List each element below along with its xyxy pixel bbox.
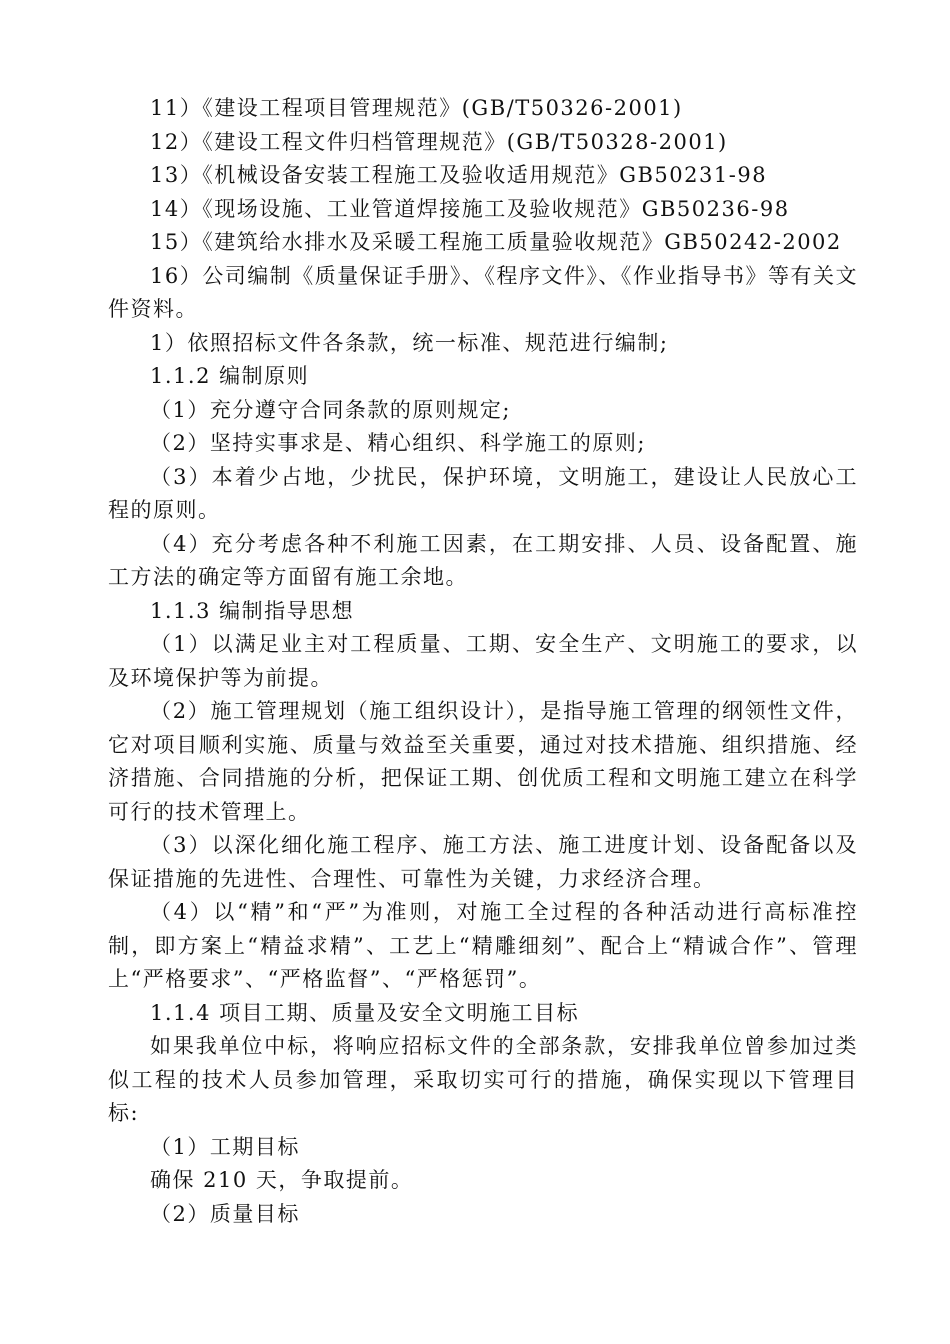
paragraph-targets-intro: 如果我单位中标，将响应招标文件的全部条款，安排我单位曾参加过类似工程的技术人员参加管理，采取切实可行的措施，确保实现以下管理目标:: [108, 1034, 858, 1125]
paragraph-guidance-3: （3）以深化细化施工程序、施工方法、施工进度计划、设备配备以及保证措施的先进性、合理性、可靠性为关键，力求经济合理。: [108, 833, 858, 891]
paragraph-guidance-4: （4）以“精”和“严”为准则，对施工全过程的各种活动进行高标准控制，即方案上“精益求精”、工艺上“精雕细刻”、配合上“精诚合作”、管理上“严格要求”、“严格监督”、“严格惩罚”。: [108, 900, 858, 991]
paragraph-schedule-target: 确保 210 天，争取提前。: [150, 1168, 414, 1192]
paragraph-standard-14: 14）《现场设施、工业管道焊接施工及验收规范》GB50236-98: [150, 196, 790, 221]
paragraph-principle-2: （2）坚持实事求是、精心组织、科学施工的原则;: [150, 431, 646, 455]
paragraph-schedule-target-heading: （1）工期目标: [150, 1134, 300, 1159]
paragraph-principle-1: （1）充分遵守合同条款的原则规定;: [150, 397, 511, 422]
paragraph-quality-target-heading: （2）质量目标: [150, 1201, 300, 1226]
paragraph-standard-11: 11）《建设工程项目管理规范》(GB/T50326-2001): [150, 96, 683, 120]
paragraph-guidance-1: （1）以满足业主对工程质量、工期、安全生产、文明施工的要求，以及环境保护等为前提。: [108, 632, 858, 690]
paragraph-standard-15: 15）《建筑给水排水及采暖工程施工质量验收规范》GB50242-2002: [150, 230, 842, 254]
paragraph-principle-3: （3）本着少占地，少扰民，保护环境，文明施工，建设让人民放心工程的原则。: [108, 464, 858, 522]
paragraph-company-documents: 16）公司编制《质量保证手册》、《程序文件》、《作业指导书》等有关文件资料。: [108, 263, 858, 321]
paragraph-principle-4: （4）充分考虑各种不利施工因素，在工期安排、人员、设备配置、施工方法的确定等方面留有施工余地。: [108, 531, 858, 589]
paragraph-basis: 1）依照招标文件各条款，统一标准、规范进行编制;: [150, 330, 669, 355]
paragraph-standard-13: 13）《机械设备安装工程施工及验收适用规范》GB50231-98: [150, 163, 768, 187]
paragraph-guidance-2: （2）施工管理规划（施工组织设计），是指导施工管理的纲领性文件，它对项目顺利实施、质量与效益至关重要，通过对技术措施、组织措施、经济措施、合同措施的分析，把保证工期、创优质工程和文明施工建立在科学可行的技术管理上。: [108, 699, 858, 824]
document-body: [108, 92, 858, 1231]
section-heading-1-1-4: 1.1.4 项目工期、质量及安全文明施工目标: [150, 1000, 580, 1025]
section-heading-1-1-3: 1.1.3 编制指导思想: [150, 598, 355, 623]
paragraph-standard-12: 12）《建设工程文件归档管理规范》(GB/T50328-2001): [150, 129, 728, 154]
section-heading-1-1-2: 1.1.2 编制原则: [150, 364, 310, 388]
